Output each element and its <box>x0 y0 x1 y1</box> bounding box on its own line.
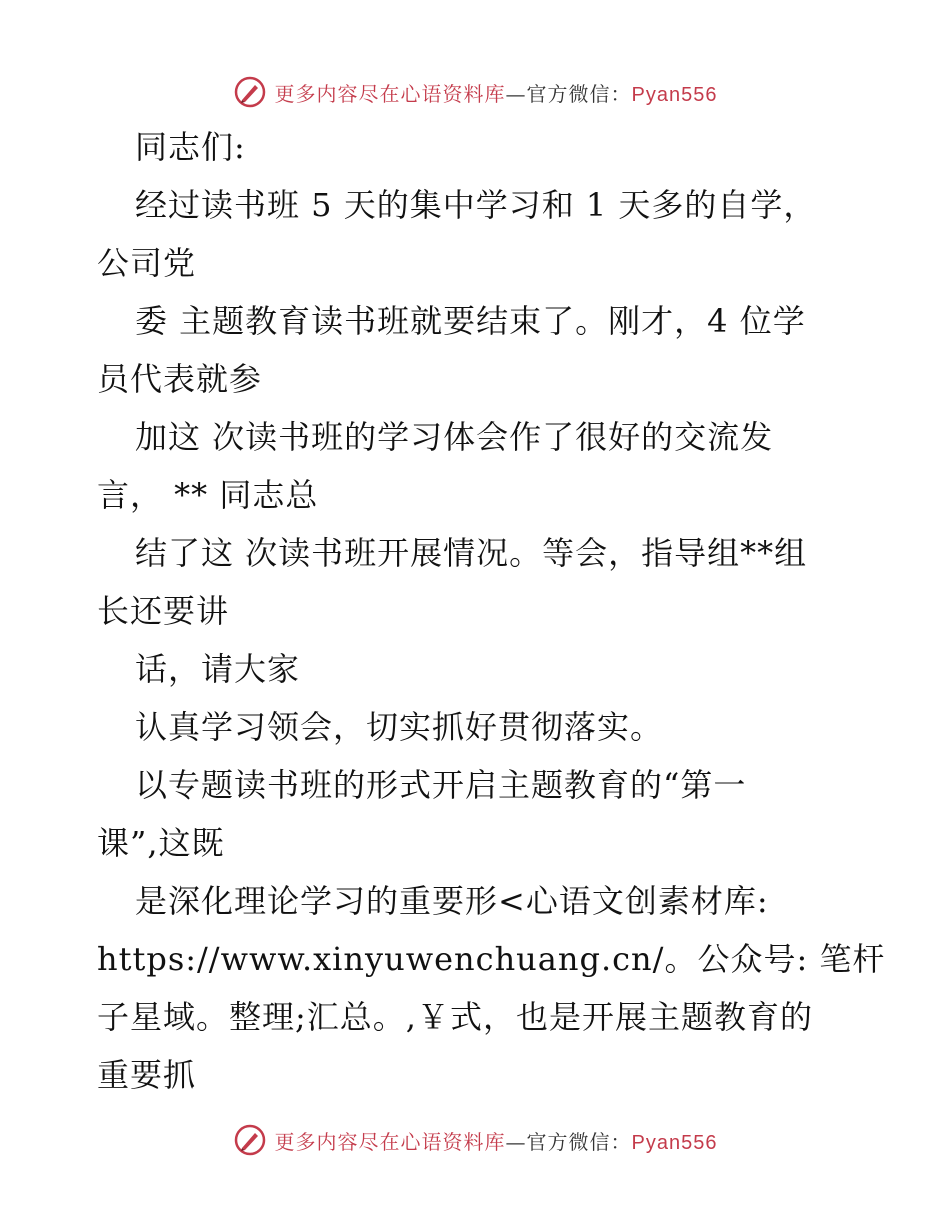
footer-wechat-id: Pyan556 <box>631 1131 718 1154</box>
text-line: 课”,这既 <box>97 824 225 862</box>
header-wechat-id: Pyan556 <box>631 83 718 106</box>
text-line: 认真学习领会，切实抓好贯彻落实。 <box>135 708 664 746</box>
header-wechat-label: 官方微信： <box>526 81 632 106</box>
footer-brand <box>275 1126 718 1155</box>
text-line: 同志们: <box>135 128 246 166</box>
text-line: 公司党 <box>97 244 197 282</box>
header-dash: — <box>505 81 527 106</box>
footer-dash: — <box>505 1129 527 1154</box>
text-line: 委 主题教育读书班就要结束了。刚才，4 位学 <box>135 302 806 340</box>
text-line: 言， ** 同志总 <box>97 476 319 514</box>
text-line: 子星域。整理;汇总。,￥式，也是开展主题教育的 <box>97 998 813 1036</box>
text-line: 加这 次读书班的学习体会作了很好的交流发 <box>135 418 774 456</box>
text-line: 是深化理论学习的重要形<心语文创素材库: <box>135 882 769 920</box>
footer-brand-text: 更多内容尽在心语资料库 <box>274 1129 506 1154</box>
header-banner <box>0 70 950 114</box>
text-line: 重要抓 <box>97 1056 197 1094</box>
footer-wechat-label: 官方微信： <box>526 1129 632 1154</box>
text-line: 话，请大家 <box>135 650 301 688</box>
text-line: https://www.xinyuwenchuang.cn/。公众号: 笔杆 <box>97 940 886 978</box>
text-line: 员代表就参 <box>97 360 263 398</box>
footer-banner <box>0 1118 950 1162</box>
document-body <box>97 118 886 1104</box>
pen-circle-logo-icon <box>233 1123 267 1157</box>
header-brand-text: 更多内容尽在心语资料库 <box>274 81 506 106</box>
text-line: 以专题读书班的形式开启主题教育的“第一 <box>135 766 747 804</box>
text-line: 长还要讲 <box>97 592 230 630</box>
pen-circle-logo-icon <box>233 75 267 109</box>
text-line: 经过读书班 5 天的集中学习和 1 天多的自学， <box>135 186 817 224</box>
text-line: 结了这 次读书班开展情况。等会，指导组**组 <box>135 534 808 572</box>
header-brand <box>275 78 718 107</box>
